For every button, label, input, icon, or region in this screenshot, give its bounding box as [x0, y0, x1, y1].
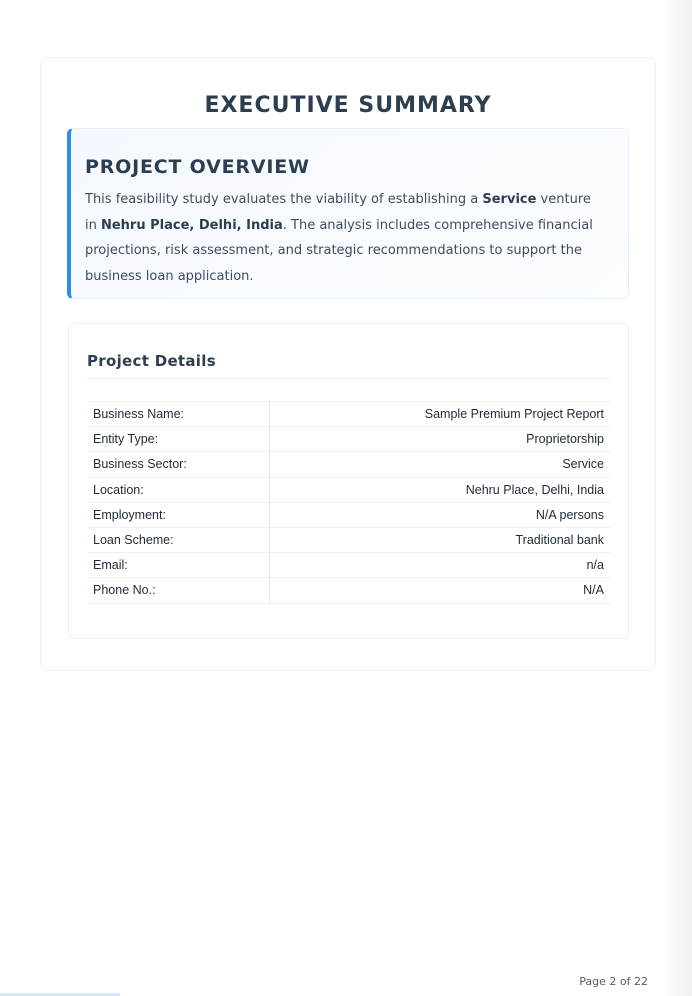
- project-details-card: [68, 323, 629, 639]
- row-label: Business Name:: [87, 402, 269, 427]
- row-value: Nehru Place, Delhi, India: [269, 477, 610, 502]
- row-value: Proprietorship: [269, 427, 610, 452]
- table-row: [87, 477, 610, 502]
- row-label: Phone No.:: [87, 578, 269, 603]
- page-edge-shadow: [662, 0, 692, 996]
- table-row: [87, 427, 610, 452]
- row-label: Business Sector:: [87, 452, 269, 477]
- row-label: Employment:: [87, 502, 269, 527]
- overview-location: Nehru Place, Delhi, India: [100, 217, 283, 233]
- table-row: [87, 578, 610, 603]
- row-value: Traditional bank: [269, 527, 610, 552]
- row-label: Loan Scheme:: [87, 527, 269, 552]
- overview-sector: Service: [482, 192, 537, 207]
- row-label: Entity Type:: [87, 427, 269, 452]
- divider: [87, 378, 610, 379]
- table-row: [87, 502, 610, 527]
- row-value: Service: [269, 452, 610, 477]
- row-value: N/A: [269, 578, 610, 603]
- row-value: N/A persons: [269, 502, 610, 527]
- table-row: [87, 527, 610, 552]
- row-label: Email:: [87, 553, 269, 578]
- page-title: EXECUTIVE SUMMARY: [204, 93, 492, 118]
- overview-text-part: . The analysis includes comprehensive financial projections, risk assessment, and strategic recommendations to support the business loan application.: [85, 217, 593, 285]
- overview-text-part: This feasibility study evaluates the viability of establishing a: [85, 192, 483, 207]
- table-row: [87, 402, 610, 427]
- overview-paragraph: [85, 187, 605, 290]
- details-heading: Project Details: [87, 352, 216, 370]
- table-row: [87, 452, 610, 477]
- table-row: [87, 553, 610, 578]
- project-overview-box: [67, 128, 629, 299]
- row-value: Sample Premium Project Report: [269, 402, 610, 427]
- overview-text-part: venture in: [85, 192, 591, 233]
- page-number: Page 2 of 22: [579, 975, 648, 988]
- project-details-table: [87, 401, 610, 604]
- row-label: Location:: [87, 477, 269, 502]
- row-value: n/a: [269, 553, 610, 578]
- overview-heading: PROJECT OVERVIEW: [85, 156, 310, 178]
